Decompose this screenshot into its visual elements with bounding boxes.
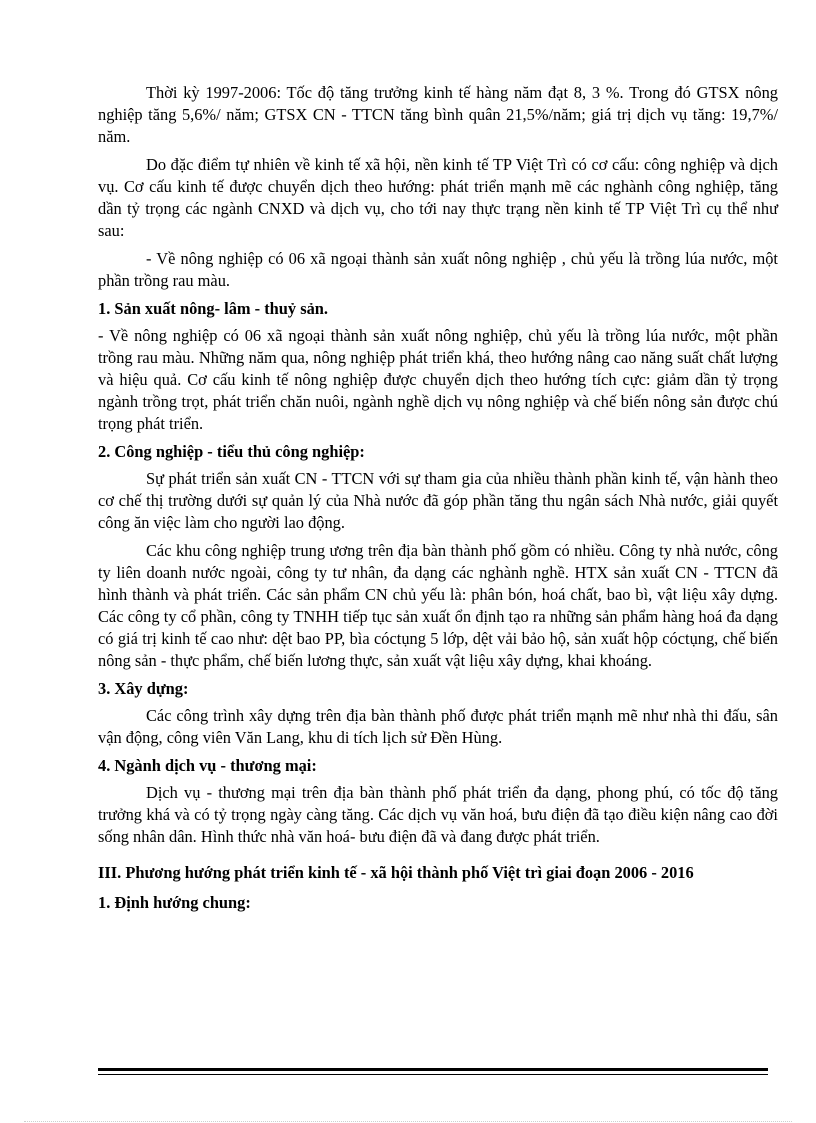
paragraph-construction: Các công trình xây dựng trên địa bàn thành phố được phát triển mạnh mẽ như nhà thi đấu, sân vận động, công viên Văn Lang, khu di tích lịch sử Đền Hùng.	[98, 706, 778, 747]
heading-industry: 2. Công nghiệp - tiểu thủ công nghiệp:	[98, 442, 365, 461]
paragraph-agriculture-intro: - Về nông nghiệp có 06 xã ngoại thành sản xuất nông nghiệp , chủ yếu là trồng lúa nước, một phần trồng rau màu.	[98, 249, 778, 290]
heading-general-orientation: 1. Định hướng chung:	[98, 893, 251, 912]
paragraph-agriculture: - Về nông nghiệp có 06 xã ngoại thành sản xuất nông nghiệp, chủ yếu là trồng lúa nước, một phần trồng rau màu. Những năm qua, nông nghiệp phát triển khá, theo hướng nâng cao năng suất chất lượng và hiệu quả. Cơ cấu kinh tế nông nghiệp được chuyển dịch theo hướng tích cực: giảm dần tỷ trọng ngành trồng trọt, phát triển chăn nuôi, ngành nghề dịch vụ nông nghiệp và chế biến nông sản được chú trọng phát triển.	[98, 326, 778, 433]
heading-services-trade: 4. Ngành dịch vụ - thương mại:	[98, 756, 317, 775]
heading-construction: 3. Xây dựng:	[98, 679, 189, 698]
page-bottom-edge	[24, 1121, 792, 1122]
paragraph-economic-structure: Do đặc điểm tự nhiên về kinh tế xã hội, nền kinh tế TP Việt Trì có cơ cấu: công nghiệp và dịch vụ. Cơ cấu kinh tế được chuyển dịch theo hướng: phát triển mạnh mẽ các nghành công nghiệp, tăng dần tỷ trọng các ngành CNXD và dịch vụ, cho tới nay thực trạng nền kinh tế TP Việt Trì cụ thể như sau:	[98, 155, 778, 240]
footer-rule-thick	[98, 1068, 768, 1071]
paragraph-growth-period: Thời kỳ 1997-2006: Tốc độ tăng trưởng kinh tế hàng năm đạt 8, 3 %. Trong đó GTSX nông nghiệp tăng 5,6%/ năm; GTSX CN - TTCN tăng bình quân 21,5%/năm; giá trị dịch vụ tăng: 19,7%/ năm.	[98, 83, 778, 146]
heading-development-direction: III. Phương hướng phát triển kinh tế - xã hội thành phố Việt trì giai đoạn 2006 - 2016	[98, 863, 694, 882]
paragraph-industrial-zones: Các khu công nghiệp trung ương trên địa bàn thành phố gồm có nhiều. Công ty nhà nước, công ty liên doanh nước ngoài, công ty tư nhân, đa dạng các nghành nghề. HTX sản xuất CN - TTCN đã hình thành và phát triển. Các sản phẩm CN chủ yếu là: phân bón, hoá chất, bao bì, vật liệu xây dựng. Các công ty cổ phần, công ty TNHH tiếp tục sản xuất ổn định tạo ra những sản phẩm hàng hoá đa dạng có giá trị kinh tế cao như: dệt bao PP, bìa cóctụng 5 lớp, dệt vải bảo hộ, sản xuất hộp cóctụng, chế biến nông sản - thực phẩm, chế biến lương thực, sản xuất vật liệu xây dựng, khai khoáng.	[98, 541, 778, 670]
heading-agriculture: 1. Sản xuất nông- lâm - thuỷ sản.	[98, 299, 328, 318]
footer-rule-thin	[98, 1074, 768, 1075]
paragraph-industry-development: Sự phát triển sản xuất CN - TTCN với sự tham gia của nhiều thành phần kinh tế, vận hành theo cơ chế thị trường dưới sự quản lý của Nhà nước đã góp phần tăng thu ngân sách Nhà nước, giải quyết công ăn việc làm cho người lao động.	[98, 469, 778, 532]
paragraph-services-trade: Dịch vụ - thương mại trên địa bàn thành phố phát triển đa dạng, phong phú, có tốc độ tăng trưởng khá và có tỷ trọng ngày càng tăng. Các dịch vụ văn hoá, bưu điện đã tạo điều kiện nâng cao đời sống nhân dân. Hình thức nhà văn hoá- bưu điện đã và đang được phát triển.	[98, 783, 778, 846]
document-page	[98, 82, 778, 919]
